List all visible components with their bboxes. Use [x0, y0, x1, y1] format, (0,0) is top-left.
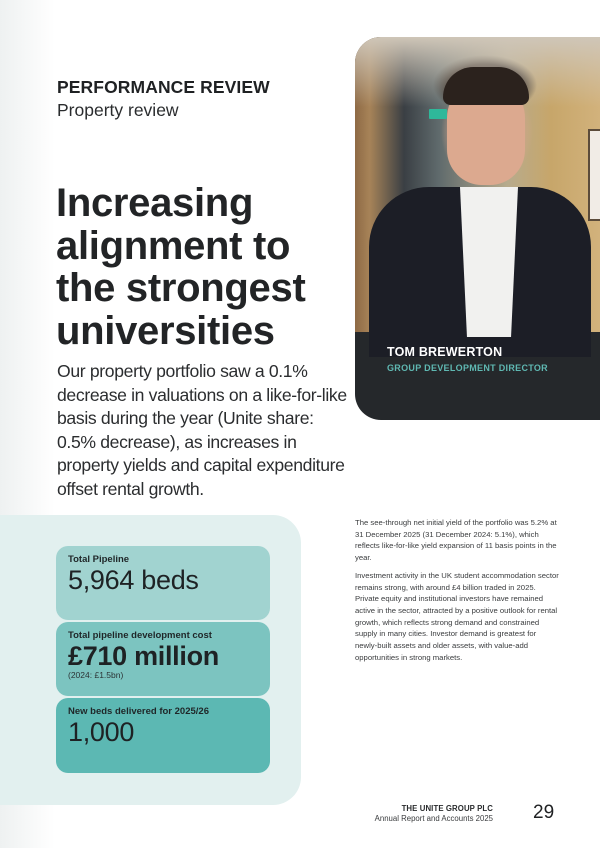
photo-exit-sign — [429, 109, 447, 119]
portrait-photo — [355, 37, 600, 332]
stat-value: £710 million — [68, 641, 219, 671]
page-headline: Increasing alignment to the strongest universities — [56, 181, 306, 353]
profile-card — [355, 37, 600, 420]
photo-hair — [443, 67, 529, 105]
stat-label: Total pipeline development cost — [68, 630, 212, 641]
body-paragraph: Investment activity in the UK student accommodation sector remains strong, with around £4 billion traded in 2025. Private equity and institutional investors have remained active in the sector, attracted by a positive outlook for rental growth, which reflects strong demand and constrained supply in many cities. Investor demand is greatest for newly-built assets and older assets, with value-add opportunities in strong markets. — [355, 570, 559, 662]
intro-paragraph: Our property portfolio saw a 0.1% decrease in valuations on a like-for-like basis during the year (Unite share: 0.5% decrease), as increases in property yields and capital expenditure offset rental growth. — [57, 361, 347, 499]
stat-value: 1,000 — [68, 717, 135, 747]
section-label: PERFORMANCE REVIEW — [57, 77, 270, 97]
section-subtitle: Property review — [57, 100, 179, 120]
footer-company: THE UNITE GROUP PLC — [401, 804, 493, 813]
body-text — [355, 517, 560, 669]
stat-card-total-pipeline — [56, 546, 270, 620]
stat-value: 5,964 beds — [68, 565, 199, 595]
profile-role: GROUP DEVELOPMENT DIRECTOR — [387, 363, 548, 373]
stat-card-new-beds — [56, 698, 270, 773]
profile-name: TOM BREWERTON — [387, 345, 503, 359]
page-footer — [375, 804, 493, 823]
stat-note: (2024: £1.5bn) — [68, 670, 124, 680]
footer-report-title: Annual Report and Accounts 2025 — [374, 814, 493, 823]
stat-label: New beds delivered for 2025/26 — [68, 706, 209, 717]
stat-label: Total Pipeline — [68, 554, 130, 565]
page-number: 29 — [533, 802, 555, 823]
body-paragraph: The see-through net initial yield of the portfolio was 5.2% at 31 December 2025 (31 December 2024: 5.1%), which reflects like-for-like yield expansion of 11 basis points in the year. — [355, 518, 557, 563]
stat-card-development-cost — [56, 622, 270, 696]
photo-wall-frame — [588, 129, 600, 221]
photo-shirt — [460, 187, 518, 337]
